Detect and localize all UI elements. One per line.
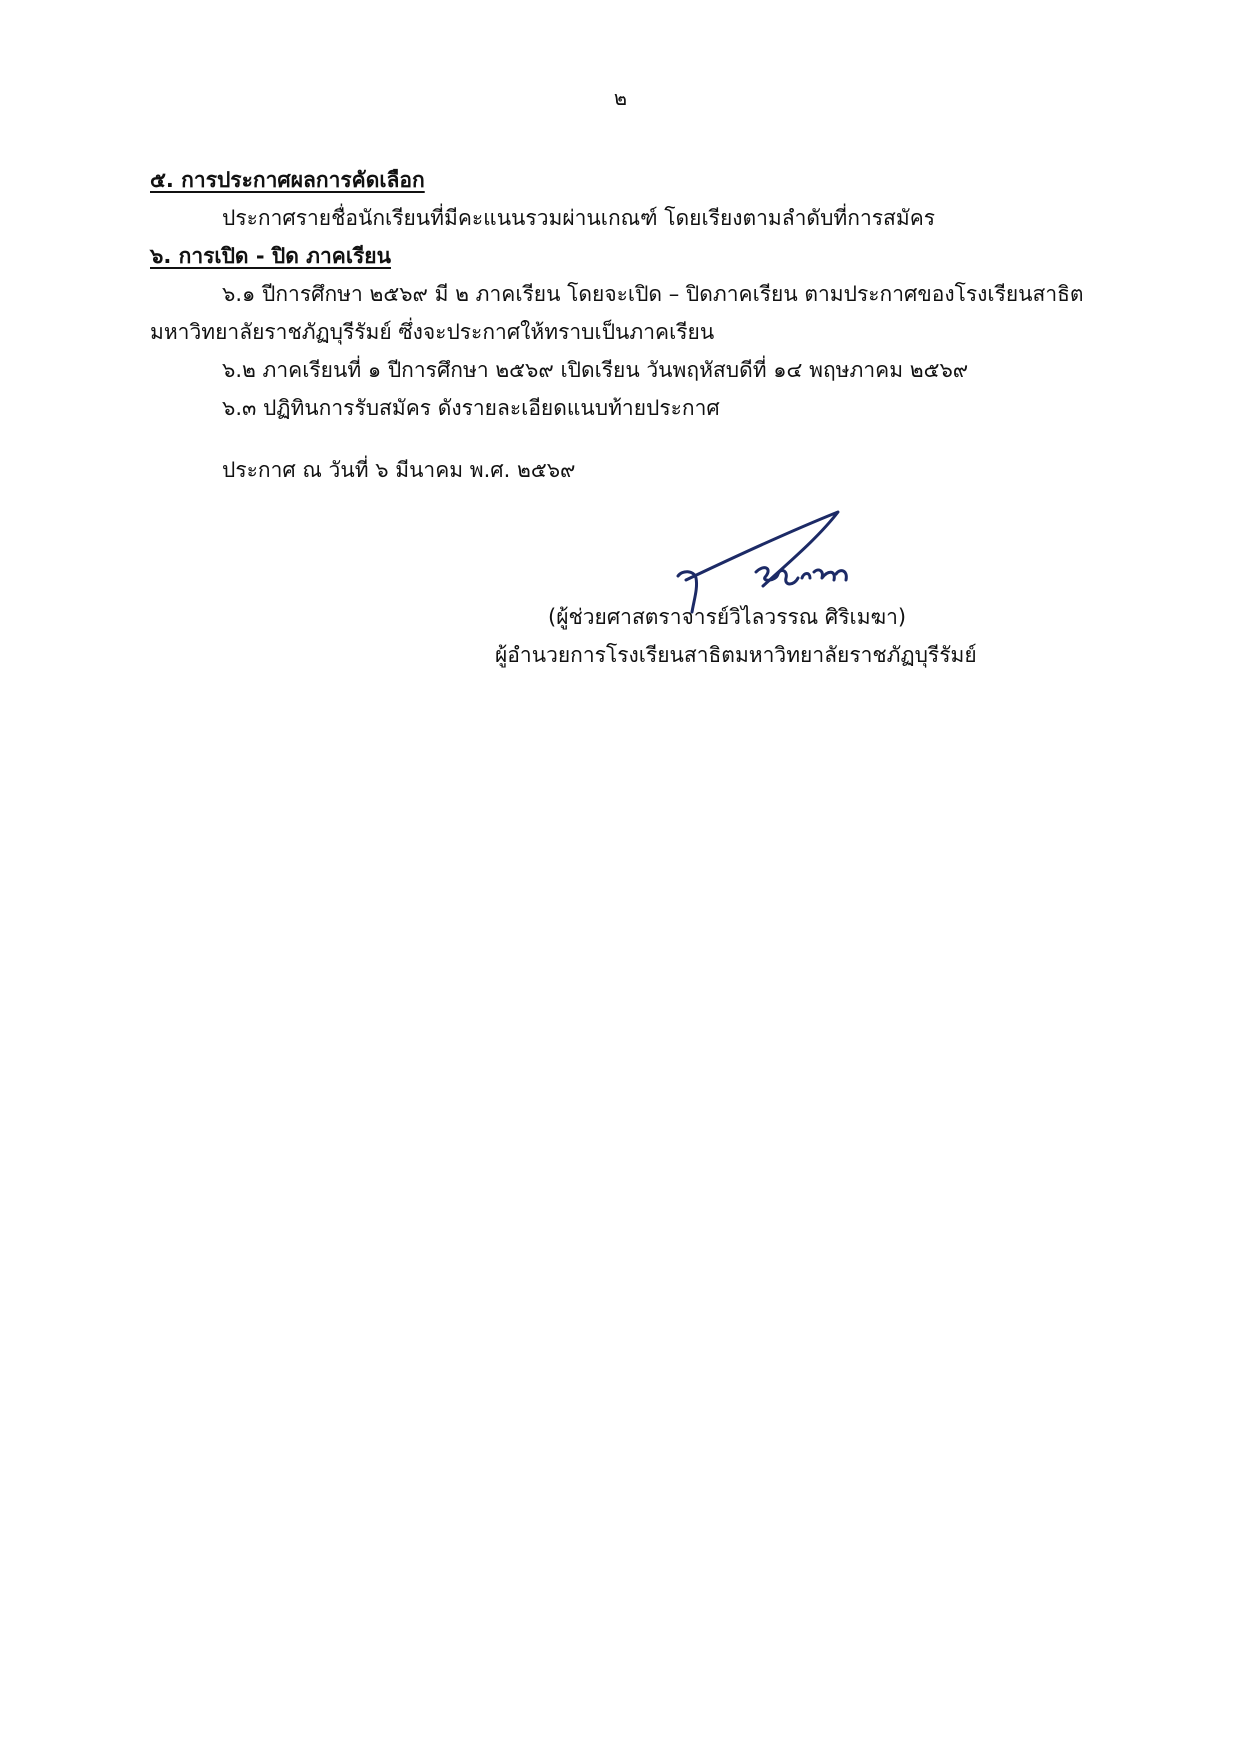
section-6-heading: ๖. การเปิด - ปิด ภาคเรียน (150, 244, 391, 268)
section-6-item-2: ๖.๒ ภาคเรียนที่ ๑ ปีการศึกษา ๒๕๖๙ เปิดเรียน วันพฤหัสบดีที่ ๑๔ พฤษภาคม ๒๕๖๙ (222, 358, 969, 382)
section-6-item-3: ๖.๓ ปฏิทินการรับสมัคร ดังรายละเอียดแนบท้ายประกาศ (222, 396, 720, 420)
announcement-date: ประกาศ ณ วันที่ ๖ มีนาคม พ.ศ. ๒๕๖๙ (222, 458, 576, 482)
section-5-heading: ๕. การประกาศผลการคัดเลือก (150, 168, 425, 192)
page-number: ๒ (613, 86, 628, 110)
handwritten-signature (668, 508, 868, 618)
signatory-name: (ผู้ช่วยศาสตราจารย์วิไลวรรณ ศิริเมฆา) (548, 605, 907, 629)
section-5-body: ประกาศรายชื่อนักเรียนที่มีคะแนนรวมผ่านเกณฑ์ โดยเรียงตามลำดับที่การสมัคร (222, 206, 936, 230)
section-6-item-1-line-1: ๖.๑ ปีการศึกษา ๒๕๖๙ มี ๒ ภาคเรียน โดยจะเปิด – ปิดภาคเรียน ตามประกาศของโรงเรียนสาธิต (222, 282, 1084, 306)
signatory-position: ผู้อำนวยการโรงเรียนสาธิตมหาวิทยาลัยราชภัฏบุรีรัมย์ (495, 643, 977, 667)
section-6-item-1-line-2: มหาวิทยาลัยราชภัฏบุรีรัมย์ ซึ่งจะประกาศให้ทราบเป็นภาคเรียน (150, 320, 715, 344)
